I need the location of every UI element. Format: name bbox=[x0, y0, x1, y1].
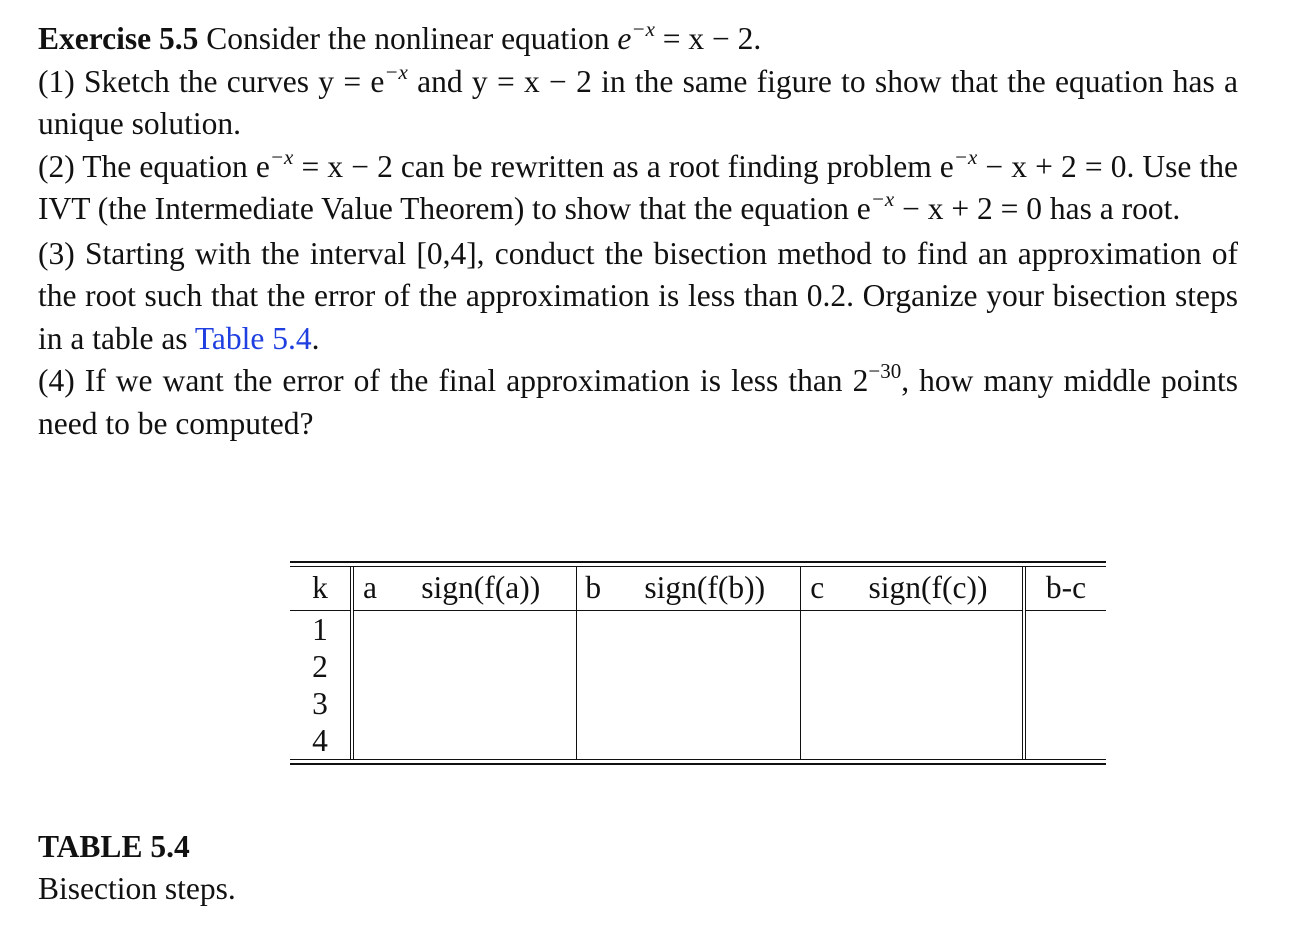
cell-c bbox=[800, 722, 834, 759]
cell-a bbox=[352, 648, 386, 685]
header-c: c bbox=[800, 567, 834, 611]
cell-a bbox=[352, 611, 386, 649]
cell-sign-fc bbox=[834, 722, 1024, 759]
cell-b-minus-c bbox=[1024, 611, 1106, 649]
cell-b bbox=[576, 685, 610, 722]
equation-exponent: −x bbox=[631, 16, 655, 41]
part-2-text-a: (2) The equation e bbox=[38, 148, 270, 184]
exercise-statement bbox=[38, 18, 1238, 61]
header-sign-fa: sign(f(a)) bbox=[386, 567, 576, 611]
cell-b bbox=[576, 722, 610, 759]
row-k: 3 bbox=[290, 685, 352, 722]
part-2-exponent-3: −x bbox=[870, 186, 895, 211]
cell-c bbox=[800, 611, 834, 649]
cell-b-minus-c bbox=[1024, 685, 1106, 722]
cell-sign-fa bbox=[386, 611, 576, 649]
bisection-table-grid bbox=[290, 567, 1106, 759]
part-2 bbox=[38, 146, 1238, 231]
cell-sign-fa bbox=[386, 722, 576, 759]
part-2-text-b: = x − 2 can be rewritten as a root finding problem e bbox=[293, 148, 954, 184]
table-row bbox=[290, 611, 1106, 649]
exercise-label: Exercise 5.5 bbox=[38, 21, 199, 56]
cell-sign-fb bbox=[610, 685, 800, 722]
cell-a bbox=[352, 685, 386, 722]
cell-b-minus-c bbox=[1024, 722, 1106, 759]
part-3-text-b: . bbox=[311, 320, 320, 356]
header-k: k bbox=[290, 567, 352, 611]
table-bottom-rule bbox=[290, 759, 1106, 765]
row-k: 1 bbox=[290, 611, 352, 649]
cell-sign-fa bbox=[386, 685, 576, 722]
part-4-text-a: (4) If we want the error of the final approximation is less than 2 bbox=[38, 363, 869, 398]
cell-sign-fb bbox=[610, 611, 800, 649]
part-4-text-b: , how many middle points need to be computed? bbox=[38, 363, 1238, 441]
cell-c bbox=[800, 685, 834, 722]
part-2-exponent-2: −x bbox=[953, 144, 978, 169]
cell-sign-fc bbox=[834, 611, 1024, 649]
part-1-text-a: (1) Sketch the curves y = e bbox=[38, 63, 385, 99]
table-row bbox=[290, 722, 1106, 759]
exercise-text bbox=[38, 18, 1238, 445]
cell-sign-fa bbox=[386, 648, 576, 685]
part-2-exponent-1: −x bbox=[269, 144, 294, 169]
part-3-text-a: (3) Starting with the interval [0,4], conduct the bisection method to find an approximation of the root such that the error of the approximation is less than 0.2. Organize your bisection steps in a table as bbox=[38, 235, 1238, 356]
cell-a bbox=[352, 722, 386, 759]
equation-rest: = x − 2. bbox=[654, 21, 762, 56]
caption-label: TABLE 5.4 bbox=[38, 829, 190, 864]
equation-base: e bbox=[617, 21, 632, 56]
header-b: b bbox=[576, 567, 610, 611]
part-2-text-d: − x + 2 = 0 has a root. bbox=[894, 191, 1181, 226]
cell-b-minus-c bbox=[1024, 648, 1106, 685]
cell-b bbox=[576, 648, 610, 685]
part-4 bbox=[38, 360, 1238, 445]
part-1-text-b: and y = x − 2 in the same figure to show that the equation has a unique solution. bbox=[38, 63, 1239, 141]
cell-sign-fb bbox=[610, 722, 800, 759]
header-b-minus-c: b-c bbox=[1024, 567, 1106, 611]
header-a: a bbox=[352, 567, 386, 611]
part-4-exponent: −30 bbox=[868, 358, 902, 383]
cell-sign-fc bbox=[834, 685, 1024, 722]
cell-sign-fb bbox=[610, 648, 800, 685]
table-header-row bbox=[290, 567, 1106, 611]
part-3 bbox=[38, 233, 1238, 361]
part-1 bbox=[38, 61, 1238, 146]
row-k: 4 bbox=[290, 722, 352, 759]
caption-text: Bisection steps. bbox=[38, 871, 236, 906]
cell-b bbox=[576, 611, 610, 649]
part-1-exponent: −x bbox=[384, 59, 408, 84]
exercise-intro: Consider the nonlinear equation bbox=[206, 21, 610, 56]
part-2-text-c: − x + 2 = 0. Use the IVT (the Intermediate Value Theorem) to show that the equation e bbox=[38, 148, 1238, 226]
table-5-4-link[interactable]: Table 5.4 bbox=[194, 320, 312, 356]
header-sign-fc: sign(f(c)) bbox=[834, 567, 1024, 611]
table-row bbox=[290, 685, 1106, 722]
bisection-table bbox=[290, 561, 1106, 765]
row-k: 2 bbox=[290, 648, 352, 685]
table-row bbox=[290, 648, 1106, 685]
table-caption bbox=[38, 826, 236, 910]
cell-sign-fc bbox=[834, 648, 1024, 685]
header-sign-fb: sign(f(b)) bbox=[610, 567, 800, 611]
cell-c bbox=[800, 648, 834, 685]
